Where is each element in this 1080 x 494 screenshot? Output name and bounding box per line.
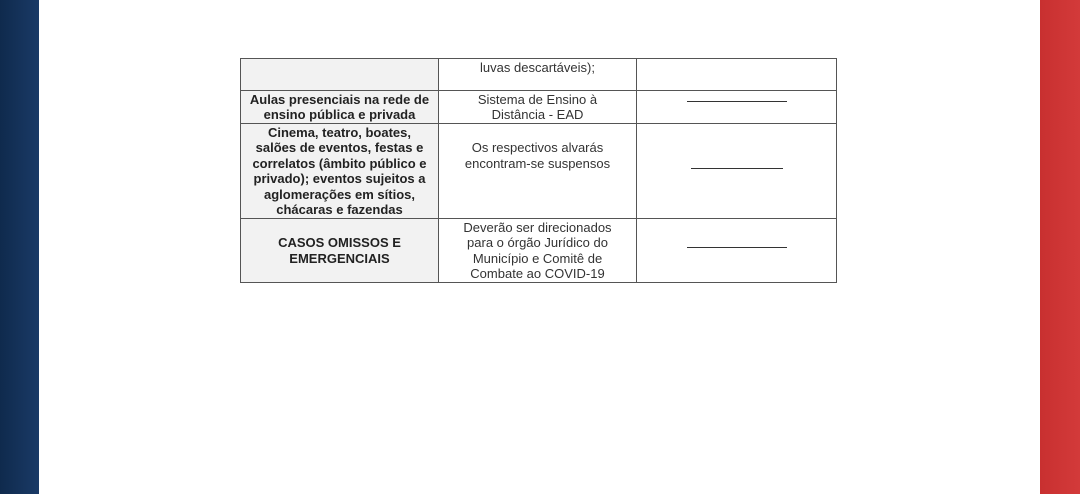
measure-cell bbox=[439, 219, 637, 283]
dash-line bbox=[691, 168, 783, 169]
measure-text: Sistema de Ensino à Distância - EAD bbox=[477, 91, 598, 122]
status-cell bbox=[637, 91, 837, 124]
activity-cell bbox=[241, 219, 439, 283]
right-red-band bbox=[1040, 0, 1080, 494]
dash-line bbox=[687, 247, 787, 248]
table-row bbox=[241, 91, 837, 124]
activity-text: Cinema, teatro, boates, salões de eventos, festas e correlatos (âmbito público e privado); eventos sujeitos a aglomerações em sítios, chácaras e fazendas bbox=[252, 124, 427, 217]
left-navy-band bbox=[0, 0, 39, 494]
table-row bbox=[241, 124, 837, 219]
table-row bbox=[241, 219, 837, 283]
activity-cell bbox=[241, 124, 439, 219]
measure-text: Deverão ser direcionados para o órgão Jurídico do Município e Comitê de Combate ao COVID-19 bbox=[463, 219, 612, 281]
table-row bbox=[241, 59, 837, 91]
restrictions-table bbox=[240, 58, 837, 283]
activity-text: CASOS OMISSOS E EMERGENCIAIS bbox=[278, 235, 401, 266]
activity-cell bbox=[241, 91, 439, 124]
measure-cell bbox=[439, 59, 637, 91]
status-cell bbox=[637, 124, 837, 219]
status-cell bbox=[637, 219, 837, 283]
measure-text: luvas descartáveis); bbox=[480, 60, 595, 75]
measure-cell bbox=[439, 91, 637, 124]
measure-cell bbox=[439, 124, 637, 219]
activity-cell bbox=[241, 59, 439, 91]
measure-text: Os respectivos alvarás encontram-se suspensos bbox=[464, 140, 611, 171]
activity-text: Aulas presenciais na rede de ensino pública e privada bbox=[249, 91, 430, 122]
dash-line bbox=[687, 101, 787, 102]
status-cell bbox=[637, 59, 837, 91]
